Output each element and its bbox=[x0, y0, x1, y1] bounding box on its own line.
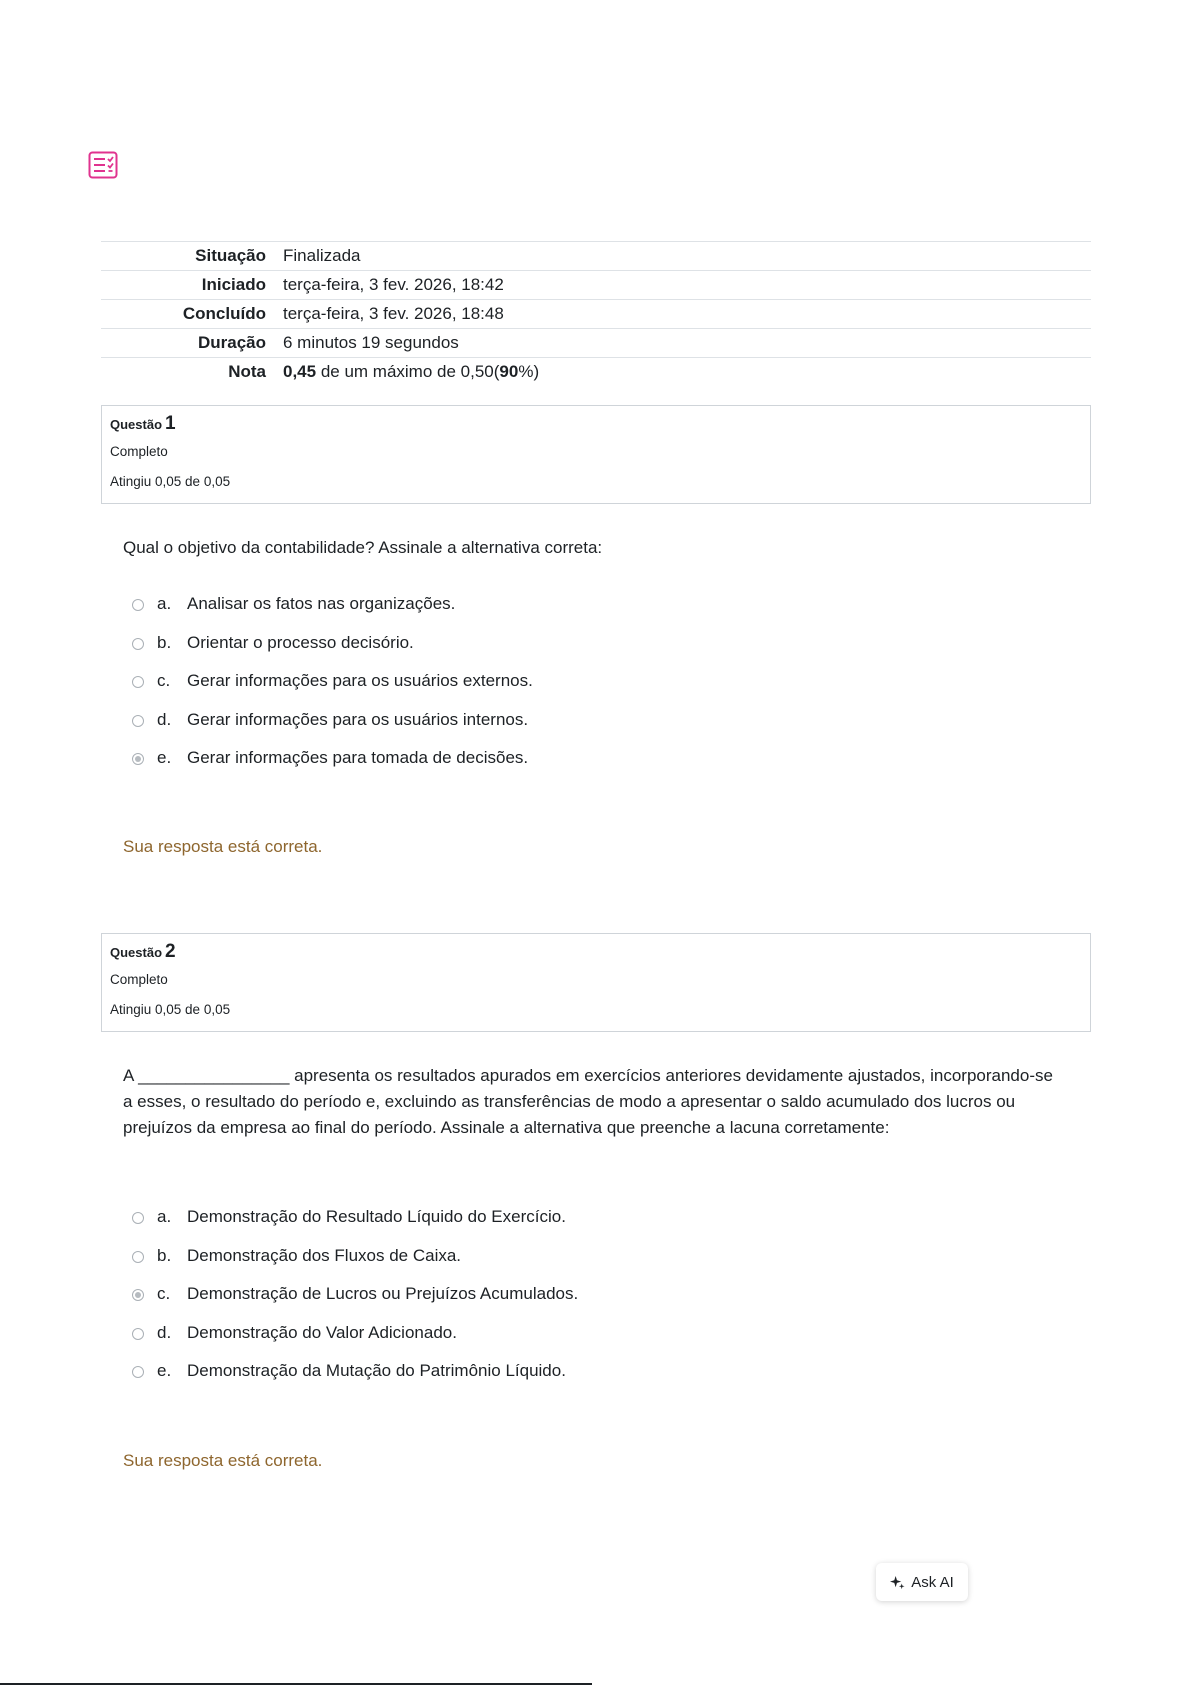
option-letter: c. bbox=[157, 671, 171, 690]
summary-label: Situação bbox=[195, 246, 266, 265]
option-text: Demonstração dos Fluxos de Caixa. bbox=[187, 1245, 462, 1265]
summary-label: Concluído bbox=[182, 304, 266, 323]
summary-value: Finalizada bbox=[283, 246, 361, 265]
radio-button[interactable] bbox=[132, 1366, 144, 1378]
question-grade: Atingiu 0,05 de 0,05 bbox=[110, 1002, 231, 1017]
question-info-box bbox=[101, 405, 1091, 504]
option-letter: e. bbox=[157, 748, 172, 767]
option-text: Demonstração da Mutação do Patrimônio Líquido. bbox=[187, 1361, 566, 1380]
question-number-value: 2 bbox=[165, 941, 176, 962]
summary-row-duration bbox=[101, 329, 1091, 358]
option-text: Gerar informações para os usuários externos. bbox=[187, 671, 533, 690]
question-info-box bbox=[101, 933, 1091, 1032]
question-prefix: Questão bbox=[110, 417, 163, 432]
question-number bbox=[110, 413, 176, 435]
quiz-icon bbox=[88, 151, 118, 179]
grade-middle: de um máximo de 0,50( bbox=[316, 362, 500, 381]
option-letter: d. bbox=[157, 709, 172, 729]
question-text: Qual o objetivo da contabilidade? Assinale a alternativa correta: bbox=[123, 538, 603, 557]
question-grade: Atingiu 0,05 de 0,05 bbox=[110, 474, 231, 489]
grade-percent: 90 bbox=[499, 362, 519, 381]
option-text: Gerar informações para os usuários internos. bbox=[187, 709, 529, 729]
radio-button[interactable] bbox=[132, 1251, 144, 1263]
radio-button[interactable] bbox=[132, 1328, 144, 1340]
ask-ai-button[interactable] bbox=[876, 1563, 968, 1601]
question-state: Completo bbox=[110, 444, 168, 459]
question-state: Completo bbox=[110, 972, 168, 987]
radio-button[interactable] bbox=[132, 638, 144, 650]
radio-button[interactable] bbox=[132, 1212, 144, 1224]
option-letter: b. bbox=[157, 632, 172, 652]
option-letter: a. bbox=[157, 1207, 172, 1226]
attempt-summary-table bbox=[101, 241, 1091, 386]
option-letter: d. bbox=[157, 1322, 172, 1342]
summary-label: Duração bbox=[197, 333, 266, 352]
summary-row-started bbox=[101, 271, 1091, 300]
answer-feedback: Sua resposta está correta. bbox=[123, 837, 323, 856]
option-text: Demonstração de Lucros ou Prejuízos Acumulados. bbox=[187, 1284, 579, 1303]
grade-value bbox=[283, 358, 1091, 387]
summary-label: Iniciado bbox=[201, 275, 266, 294]
option-text: Demonstração do Resultado Líquido do Exercício. bbox=[187, 1207, 566, 1226]
answer-feedback: Sua resposta está correta. bbox=[123, 1451, 323, 1470]
radio-button[interactable] bbox=[132, 715, 144, 727]
grade-score: 0,45 bbox=[283, 362, 317, 381]
option-text: Gerar informações para tomada de decisões. bbox=[187, 748, 529, 767]
radio-button-selected[interactable] bbox=[132, 1289, 144, 1301]
option-text: Analisar os fatos nas organizações. bbox=[187, 594, 456, 613]
sparkle-icon bbox=[890, 1575, 905, 1590]
summary-value: terça-feira, 3 fev. 2026, 18:42 bbox=[283, 275, 504, 294]
radio-button-selected[interactable] bbox=[132, 753, 144, 765]
option-letter: a. bbox=[157, 594, 172, 613]
option-letter: b. bbox=[157, 1245, 172, 1265]
summary-label: Nota bbox=[228, 362, 266, 381]
question-text: A ________________ apresenta os resultados apurados em exercícios anteriores devidamente ajustados, incorporando-se a esses, o resultado do período e, excluindo as transferências de modo a apresentar o saldo acumulado dos lucros ou prejuízos da empresa ao final do período. Assinale a alternativa que preenche a lacuna corretamente: bbox=[123, 1066, 1053, 1137]
summary-row-grade bbox=[101, 358, 1091, 387]
summary-value: terça-feira, 3 fev. 2026, 18:48 bbox=[283, 304, 504, 323]
grade-suffix: %) bbox=[518, 362, 540, 381]
radio-button[interactable] bbox=[132, 599, 144, 611]
summary-value: 6 minutos 19 segundos bbox=[283, 333, 459, 352]
ask-ai-label: Ask AI bbox=[911, 1573, 954, 1591]
option-text: Demonstração do Valor Adicionado. bbox=[187, 1322, 457, 1342]
option-letter: e. bbox=[157, 1361, 172, 1380]
summary-row-state bbox=[101, 242, 1091, 271]
option-text: Orientar o processo decisório. bbox=[187, 632, 414, 652]
question-number bbox=[110, 941, 176, 963]
radio-button[interactable] bbox=[132, 676, 144, 688]
question-number-value: 1 bbox=[165, 413, 176, 434]
option-letter: c. bbox=[157, 1284, 171, 1303]
summary-row-completed bbox=[101, 300, 1091, 329]
question-prefix: Questão bbox=[110, 945, 163, 960]
